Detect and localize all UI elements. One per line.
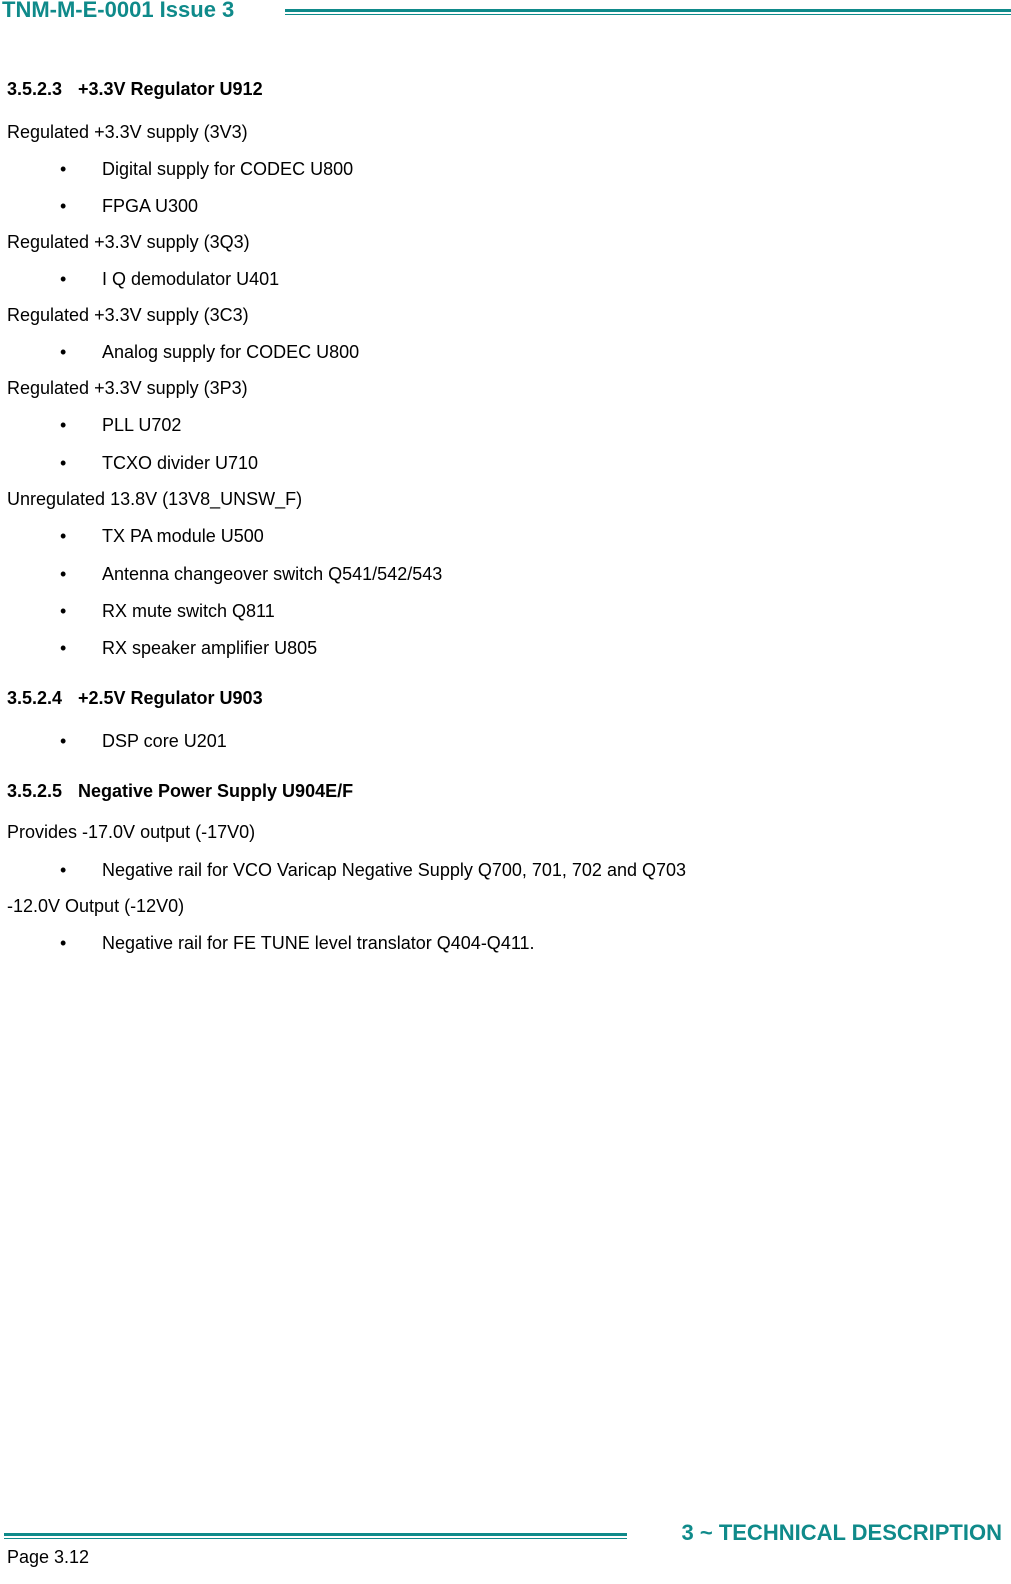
- list-item-text: I Q demodulator U401: [102, 269, 280, 289]
- paragraph: Unregulated 13.8V (13V8_UNSW_F): [7, 489, 303, 509]
- list-item-text: DSP core U201: [102, 731, 227, 751]
- list-item: [60, 860, 686, 881]
- chapter-title: 3 ~ TECHNICAL DESCRIPTION: [681, 1520, 1002, 1545]
- bullet-icon: •: [60, 526, 67, 546]
- list-item: [60, 638, 317, 659]
- bullet-icon: •: [60, 196, 67, 216]
- list-item-text: PLL U702: [102, 415, 182, 435]
- list-item-text: Negative rail for FE TUNE level translator Q404-Q411.: [102, 933, 535, 953]
- list-item: [60, 731, 227, 752]
- list-item: [60, 196, 198, 217]
- heading-3-5-2-3: [7, 79, 263, 100]
- bullet-icon: •: [60, 860, 67, 880]
- bullet-icon: •: [60, 933, 67, 953]
- list-item-text: Digital supply for CODEC U800: [102, 159, 354, 179]
- list-item: [60, 342, 359, 363]
- section-number: 3.5.2.5: [7, 781, 63, 801]
- section-number: 3.5.2.4: [7, 688, 63, 708]
- bullet-icon: •: [60, 564, 67, 584]
- paragraph: Regulated +3.3V supply (3C3): [7, 305, 249, 325]
- section-title: +3.3V Regulator U912: [78, 79, 263, 99]
- list-item-text: Antenna changeover switch Q541/542/543: [102, 564, 443, 584]
- bullet-icon: •: [60, 638, 67, 658]
- heading-3-5-2-5: [7, 781, 353, 802]
- list-item: [60, 601, 275, 622]
- list-item: [60, 564, 442, 585]
- bullet-icon: •: [60, 453, 67, 473]
- list-item-text: TX PA module U500: [102, 526, 264, 546]
- header-rule: [285, 9, 1011, 15]
- list-item-text: Analog supply for CODEC U800: [102, 342, 360, 362]
- list-item-text: TCXO divider U710: [102, 453, 259, 473]
- bullet-icon: •: [60, 269, 67, 289]
- bullet-icon: •: [60, 159, 67, 179]
- bullet-icon: •: [60, 342, 67, 362]
- section-title: Negative Power Supply U904E/F: [78, 781, 354, 801]
- list-item-text: FPGA U300: [102, 196, 199, 216]
- footer-rule: [4, 1533, 627, 1539]
- bullet-icon: •: [60, 601, 67, 621]
- paragraph: Provides -17.0V output (-17V0): [7, 822, 256, 842]
- section-number: 3.5.2.3: [7, 79, 63, 99]
- list-item: [60, 415, 181, 436]
- list-item: [60, 526, 264, 547]
- list-item: [60, 453, 258, 474]
- paragraph: Regulated +3.3V supply (3P3): [7, 378, 248, 398]
- paragraph: Regulated +3.3V supply (3Q3): [7, 232, 250, 252]
- list-item: [60, 159, 353, 180]
- list-item-text: Negative rail for VCO Varicap Negative Supply Q700, 701, 702 and Q703: [102, 860, 687, 880]
- page-number: Page 3.12: [7, 1547, 90, 1567]
- heading-3-5-2-4: [7, 688, 263, 709]
- bullet-icon: •: [60, 731, 67, 751]
- paragraph: -12.0V Output (-12V0): [7, 896, 185, 916]
- list-item-text: RX mute switch Q811: [102, 601, 275, 621]
- list-item-text: RX speaker amplifier U805: [102, 638, 318, 658]
- bullet-icon: •: [60, 415, 67, 435]
- section-title: +2.5V Regulator U903: [78, 688, 263, 708]
- paragraph: Regulated +3.3V supply (3V3): [7, 122, 248, 142]
- document-id: TNM-M-E-0001 Issue 3: [2, 0, 235, 22]
- list-item: [60, 933, 535, 954]
- list-item: [60, 269, 279, 290]
